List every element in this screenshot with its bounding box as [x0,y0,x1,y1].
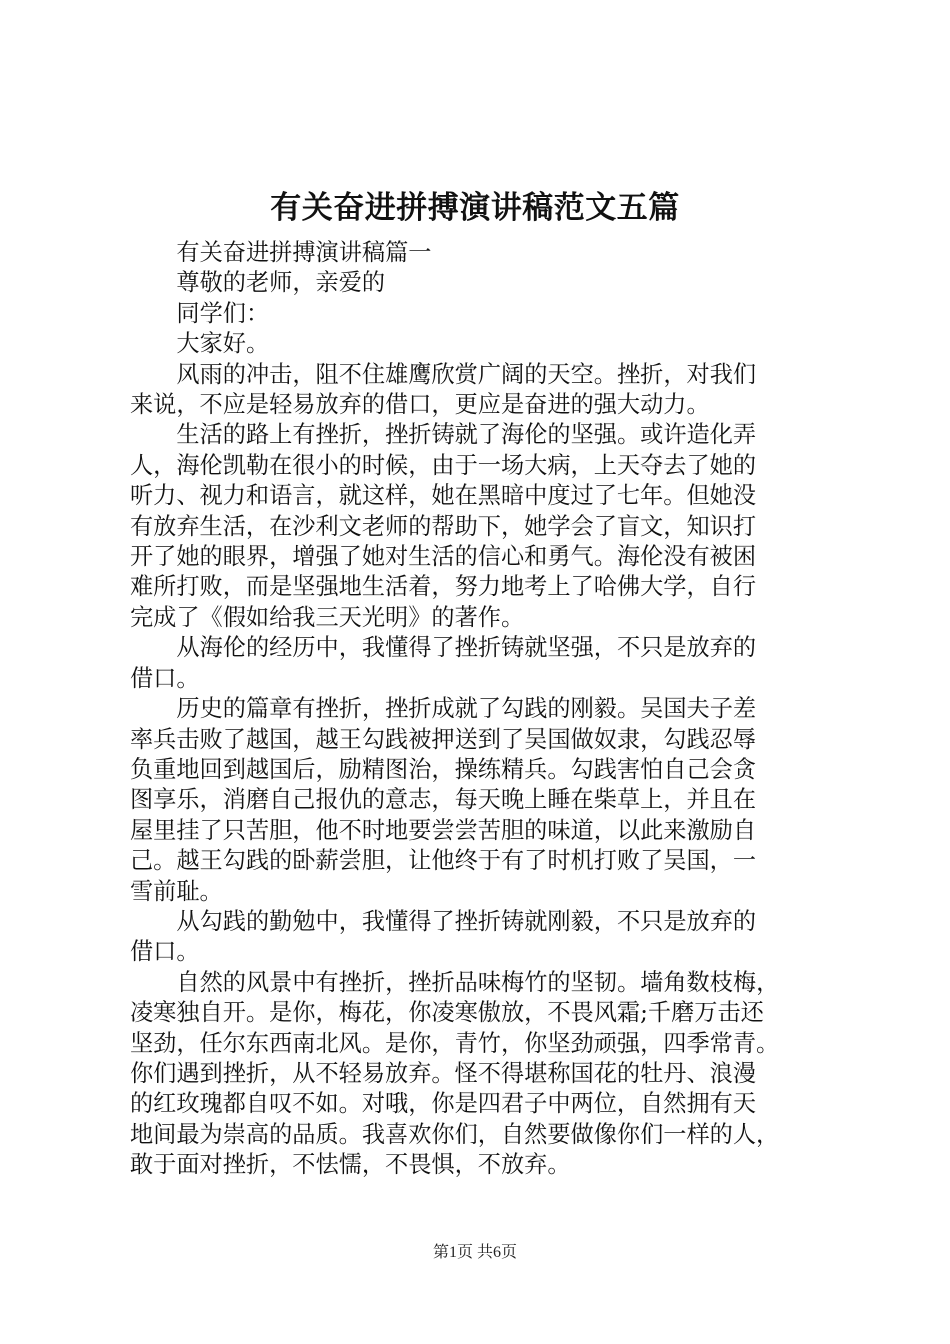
salutation-line: 尊敬的老师，亲爱的 [176,269,386,297]
body-paragraph: 风雨的冲击，阻不住雄鹰欣赏广阔的天空。挫折，对我们 来说，不应是轻易放弃的借口，更应是奋进的强大动力。 [130,360,757,419]
body-paragraph: 自然的风景中有挫折，挫折品味梅竹的坚韧。墙角数枝梅， 凌寒独自开。是你，梅花，你凌寒傲放，不畏风霜;千磨万击还 坚劲，任尔东西南北风。是你，青竹，你坚劲顽强，四季常青。 你们遇到挫折，从不轻易放弃。怪不得堪称国花的牡丹、浪漫 的红玫瑰都自叹不如。对哦，你是四君子中两位，自然拥有天 地间最为崇高的品质。我喜欢你们，自然要做像你们一样的人， 敢于面对挫折，不怯懦，不畏惧，不放弃。 [130,968,780,1179]
body-paragraph: 从海伦的经历中，我懂得了挫折铸就坚强，不只是放弃的 借口。 [130,634,757,692]
section-heading: 有关奋进拼搏演讲稿篇一 [176,239,432,266]
salutation-line: 同学们： [176,299,270,327]
document-body [130,238,842,1181]
page-title: 有关奋进拼搏演讲稿范文五篇 [270,190,680,226]
body-paragraph: 从勾践的勤勉中，我懂得了挫折铸就刚毅，不只是放弃的 借口。 [130,907,757,966]
page-number-footer: 第1页 共6页 [432,1244,517,1261]
greeting-line: 大家好。 [176,330,270,358]
body-paragraph: 生活的路上有挫折，挫折铸就了海伦的坚强。或许造化弄 人，海伦凯勒在很小的时候，由于一场大病，上天夺去了她的 听力、视力和语言，就这样，她在黑暗中度过了七年。但她没 有放弃生活，在沙利文老师的帮助下，她学会了盲文，知识打 开了她的眼界，增强了她对生活的信心和勇气。海伦没有被困 难所打败，而是坚强地生活着，努力地考上了哈佛大学，自行 完成了《假如给我三天光明》的著作。 [130,421,757,631]
body-paragraph: 历史的篇章有挫折，挫折成就了勾践的刚毅。吴国夫子差 率兵击败了越国，越王勾践被押送到了吴国做奴隶，勾践忍辱 负重地回到越国后，励精图治，操练精兵。勾践害怕自己会贪 图享乐，消磨自己报仇的意志，每天晚上睡在柴草上，并且在 屋里挂了只苦胆，他不时地要尝尝苦胆的味道，以此来激励自 己。越王勾践的卧薪尝胆，让他终于有了时机打败了吴国，一 雪前耻。 [130,695,757,905]
